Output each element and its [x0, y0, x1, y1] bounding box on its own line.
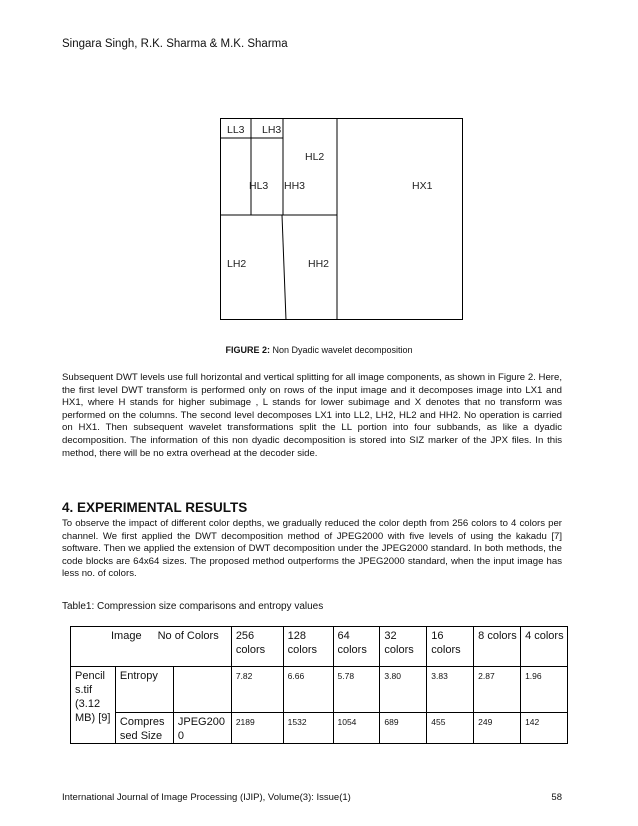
size-128: 1532	[283, 713, 333, 744]
label-hx1: HX1	[412, 180, 433, 192]
entropy-32: 3.80	[380, 667, 427, 713]
empty-cell	[173, 667, 231, 713]
figure-outer-box	[221, 119, 463, 320]
entropy-label: Entropy	[115, 667, 173, 713]
label-hl3: HL3	[249, 180, 269, 192]
section-heading: 4. EXPERIMENTAL RESULTS	[62, 500, 248, 515]
size-64: 1054	[333, 713, 380, 744]
entropy-8: 2.87	[474, 667, 521, 713]
header-colors: No of Colors	[157, 630, 219, 642]
header-col-64: 64 colors	[333, 627, 380, 667]
figure-caption	[0, 345, 638, 355]
entropy-16: 3.83	[427, 667, 474, 713]
label-hh2: HH2	[308, 258, 330, 270]
table-header-row	[71, 627, 568, 667]
label-hh3: HH3	[284, 180, 306, 192]
header-col-128: 128 colors	[283, 627, 333, 667]
page-footer	[62, 792, 562, 803]
figure-caption-label: FIGURE 2:	[225, 345, 270, 355]
jpeg2000-label: JPEG200 0	[173, 713, 231, 744]
compression-table	[70, 626, 568, 744]
size-16: 455	[427, 713, 474, 744]
lh2-hh2-divider	[282, 215, 286, 320]
page-number: 58	[551, 792, 562, 803]
table-header-label	[71, 627, 232, 667]
table-row	[71, 667, 568, 713]
image-name-cell: Pencil s.tif (3.12 MB) [9]	[71, 667, 116, 744]
table-caption: Table1: Compression size comparisons and entropy values	[62, 601, 324, 612]
entropy-256: 7.82	[231, 667, 283, 713]
header-col-8: 8 colors	[474, 627, 521, 667]
paragraph-experimental: To observe the impact of different color depths, we gradually reduced the color depth from 256 colors to 4 colors per channel. We first applied the DWT decomposition method of JPEG2000 with five levels of using the kakadu [7] software. Then we applied the extension of DWT decomposition under the JPEG2000 standard. In both methods, the code blocks are 64x64 sizes. The proposed method outperforms the JPEG2000 standard, when the input image has less no. of colors.	[62, 518, 562, 580]
table-row	[71, 713, 568, 744]
size-256: 2189	[231, 713, 283, 744]
header-image: Image	[111, 630, 142, 642]
figure-caption-text: Non Dyadic wavelet decomposition	[269, 345, 413, 355]
label-ll3: LL3	[227, 124, 245, 136]
entropy-4: 1.96	[521, 667, 568, 713]
header-col-32: 32 colors	[380, 627, 427, 667]
header-col-256: 256 colors	[231, 627, 283, 667]
running-header: Singara Singh, R.K. Sharma & M.K. Sharma	[62, 38, 288, 50]
footer-journal: International Journal of Image Processing (IJIP), Volume(3): Issue(1)	[62, 792, 351, 803]
compressed-size-label: Compres sed Size	[115, 713, 173, 744]
header-col-4: 4 colors	[521, 627, 568, 667]
label-lh2: LH2	[227, 258, 247, 270]
size-8: 249	[474, 713, 521, 744]
entropy-64: 5.78	[333, 667, 380, 713]
size-32: 689	[380, 713, 427, 744]
entropy-128: 6.66	[283, 667, 333, 713]
label-lh3: LH3	[262, 124, 282, 136]
wavelet-decomposition-figure	[220, 118, 463, 320]
paragraph-dwt: Subsequent DWT levels use full horizontal and vertical splitting for all image components, as shown in Figure 2. Here, the first level DWT transform is performed only on rows of the input image and it decomposes image into LX1 and HX1, where H stands for higher subimage , L stands for lower subimage and X denotes that no transform was performed on the columns. The second level decomposes LX1 into LL2, LH2, HL2 and HH2. No operation is carried on HX1. Then subsequent wavelet transformations split the LL portion into four subbands, as like a dyadic decomposition. The information of this non dyadic decomposition is stored into SIZ marker of the JPX files. In this method, there will be no extra overhead at the decoder side.	[62, 372, 562, 459]
header-col-16: 16 colors	[427, 627, 474, 667]
label-hl2: HL2	[305, 151, 325, 163]
size-4: 142	[521, 713, 568, 744]
